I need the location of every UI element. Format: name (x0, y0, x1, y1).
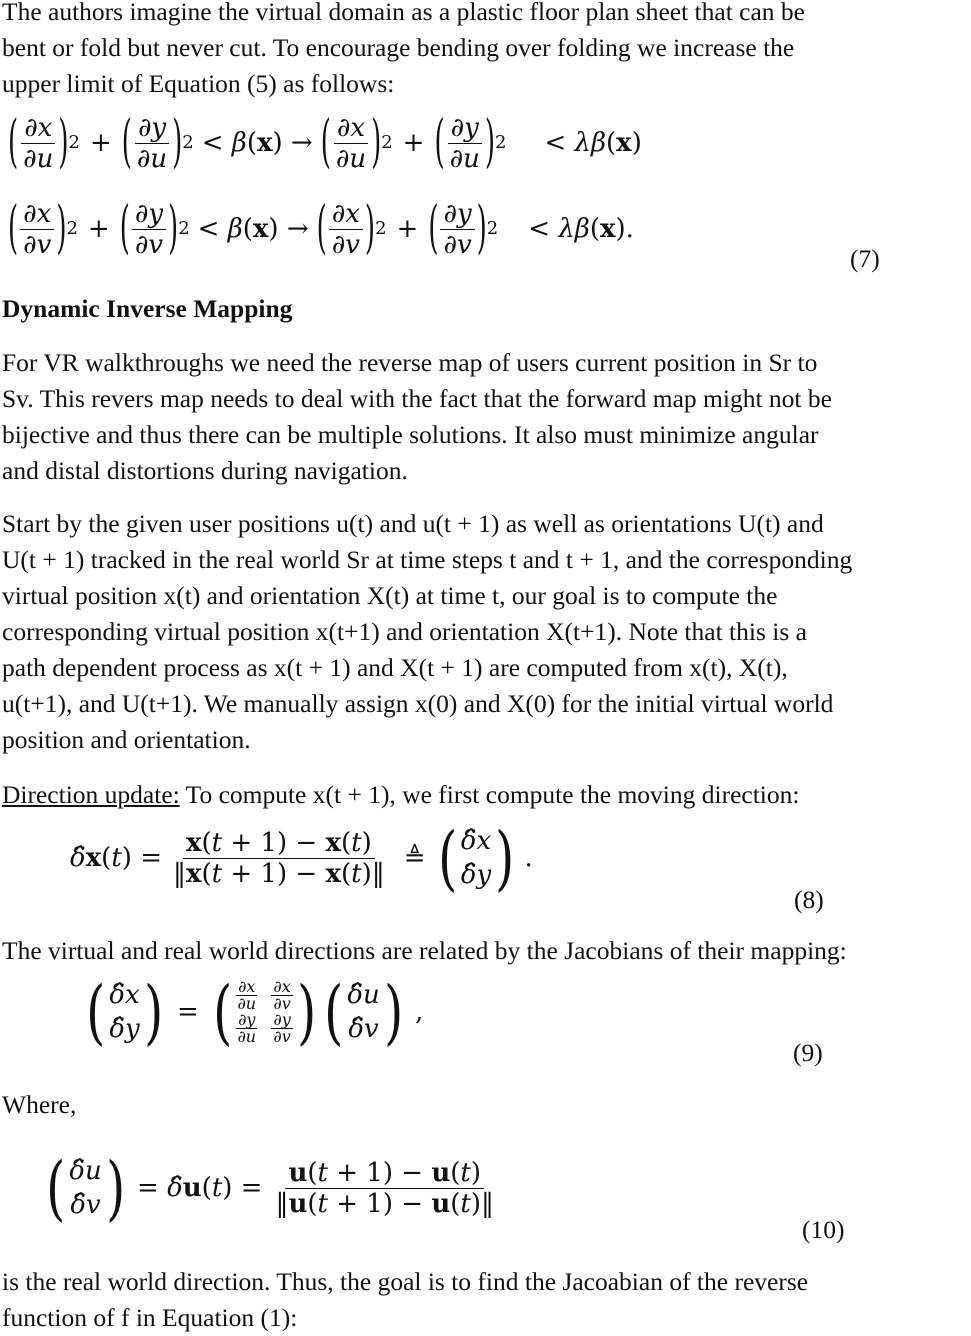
text-line: and distal distortions during navigation. (2, 456, 408, 485)
paragraph-user-positions (2, 506, 852, 758)
text-line: To compute x(t + 1), we first compute the moving direction: (179, 780, 800, 809)
text-line: path dependent process as x(t + 1) and X(t + 1) are computed from x(t), X(t), (2, 653, 788, 682)
text-line: function of f in Equation (1): (2, 1303, 298, 1332)
paragraph-jacobians (2, 933, 847, 969)
text-line: u(t+1), and U(t+1). We manually assign x(0) and X(0) for the initial virtual world (2, 689, 834, 718)
equation-number-10: (10) (802, 1215, 845, 1244)
text-line: The authors imagine the virtual domain as a plastic floor plan sheet that can be (2, 0, 805, 26)
direction-update-label: Direction update: (2, 780, 180, 809)
equation-number-9: (9) (793, 1038, 823, 1067)
text-line: position and orientation. (2, 725, 251, 754)
text-line: bijective and thus there can be multiple solutions. It also must minimize angular (2, 420, 819, 449)
equation-7: ( $\frac{\partial x}{\partial u}$ ) 2 + ( $\frac{\partial y}{\partial u}$ ) 2 < β(x) → ( $\frac{\partial x}{\partial u}$ ) 2 + ( $\frac{\partial y}{\partial u}$ ) 2 < λβ(x) ( $\frac{\partial x}{\partial v}$ ) 2 + ( $\frac{\partial y}{\partial v}$ ) 2 < β(x) → ( $\frac{\partial x}{\partial v}$ ) 2 + ( $\frac{\partial y}{\partial v}$ ) 2 < λβ(x). (8, 110, 642, 262)
text-line: corresponding virtual position x(t+1) and orientation X(t+1). Note that this is a (2, 617, 807, 646)
equation-number-8: (8) (794, 885, 824, 914)
text-line: virtual position x(t) and orientation X(t) at time t, our goal is to compute the (2, 581, 778, 610)
text-line: U(t + 1) tracked in the real world Sr at time steps t and t + 1, and the corresponding (2, 545, 853, 574)
text-line: Start by the given user positions u(t) and u(t + 1) as well as orientations U(t) and (2, 509, 824, 538)
paragraph-real-world-direction (2, 1264, 808, 1336)
text-line: Sv. This revers map needs to deal with the fact that the forward map might not be (2, 384, 832, 413)
equation-8: δ̂x(t) = $\frac{x(t + 1) - x(t)}{‖x(t + 1) - x(t)‖}$ ≜ ( δ̂x δ̂y ) . (70, 817, 533, 899)
text-line: The virtual and real world directions are related by the Jacobians of their mapping: (2, 936, 847, 965)
section-heading: Dynamic Inverse Mapping (2, 294, 293, 323)
text-line: For VR walkthroughs we need the reverse map of users current position in Sr to (2, 348, 818, 377)
intro-paragraph (2, 0, 805, 102)
text-line: upper limit of Equation (5) as follows: (2, 69, 395, 98)
text-line: is the real world direction. Thus, the goal is to find the Jacoabian of the reverse (2, 1267, 809, 1296)
paragraph-vr-walkthroughs (2, 345, 832, 489)
where-label: Where, (2, 1090, 77, 1119)
equation-9: ( δ̂x δ̂y ) = ( ∂x ∂u ∂x ∂v ∂y ∂u ∂y ∂v ) ( δ̂u δ̂v ) , (86, 971, 424, 1053)
text-line: bent or fold but never cut. To encourage bending over folding we increase the (2, 33, 795, 62)
paragraph-direction-update (2, 777, 799, 813)
equation-number-7: (7) (850, 244, 880, 273)
equation-10: ( δ̂u δ̂v ) = δ̂u(t) = $\frac{u(t + 1) - u(t)}{‖u(t + 1) - u(t)‖}$ (46, 1147, 494, 1229)
